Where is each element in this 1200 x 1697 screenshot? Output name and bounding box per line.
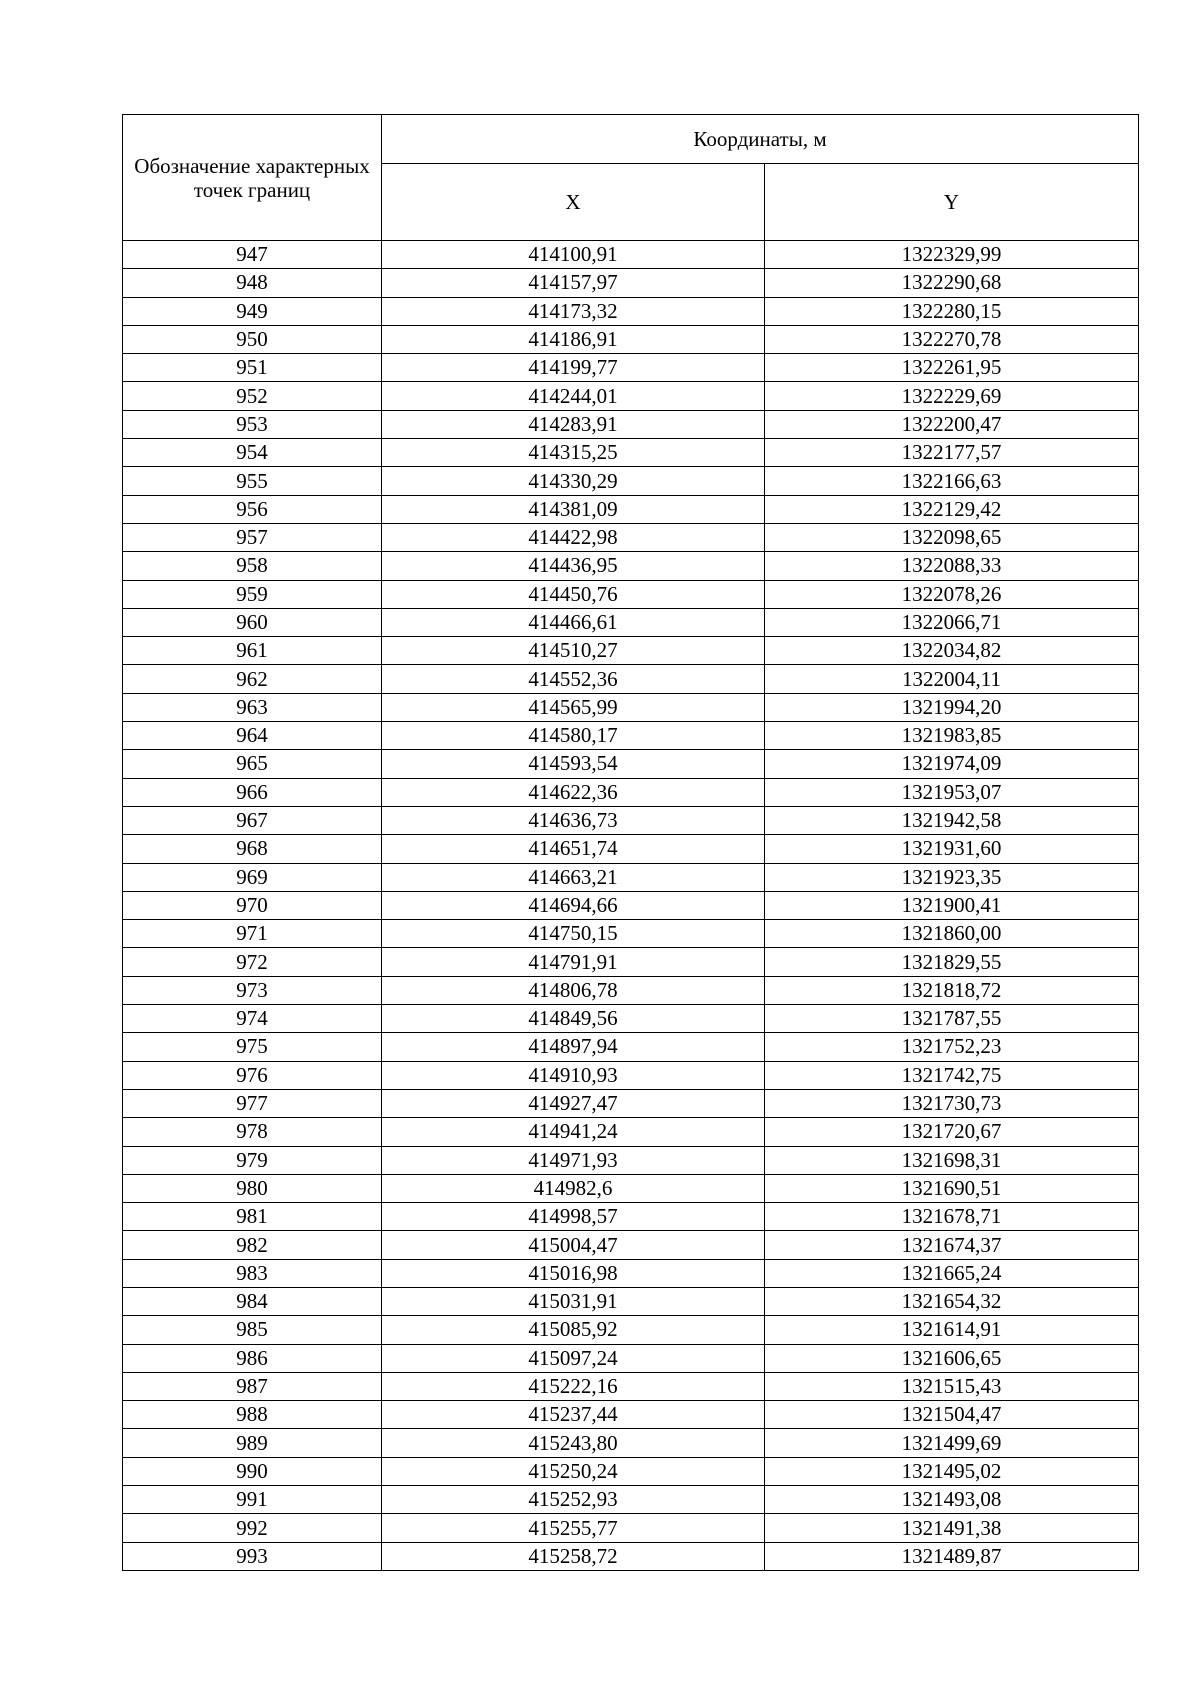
cell-x-coordinate: 415237,44 xyxy=(382,1401,765,1429)
cell-point-number: 947 xyxy=(123,241,382,269)
cell-y-coordinate: 1321499,69 xyxy=(765,1429,1139,1457)
table-row xyxy=(123,608,1139,636)
table-row xyxy=(123,1033,1139,1061)
cell-x-coordinate: 415097,24 xyxy=(382,1344,765,1372)
cell-y-coordinate: 1321674,37 xyxy=(765,1231,1139,1259)
header-y: Y xyxy=(765,164,1139,241)
cell-point-number: 987 xyxy=(123,1372,382,1400)
cell-y-coordinate: 1321942,58 xyxy=(765,806,1139,834)
cell-x-coordinate: 414622,36 xyxy=(382,778,765,806)
cell-y-coordinate: 1321606,65 xyxy=(765,1344,1139,1372)
cell-point-number: 993 xyxy=(123,1542,382,1570)
cell-x-coordinate: 414791,91 xyxy=(382,948,765,976)
table-row xyxy=(123,439,1139,467)
cell-y-coordinate: 1321752,23 xyxy=(765,1033,1139,1061)
table-row xyxy=(123,1174,1139,1202)
cell-point-number: 957 xyxy=(123,523,382,551)
cell-y-coordinate: 1321860,00 xyxy=(765,920,1139,948)
cell-point-number: 951 xyxy=(123,354,382,382)
cell-x-coordinate: 414315,25 xyxy=(382,439,765,467)
table-row xyxy=(123,297,1139,325)
cell-x-coordinate: 414283,91 xyxy=(382,410,765,438)
cell-point-number: 965 xyxy=(123,750,382,778)
cell-y-coordinate: 1322280,15 xyxy=(765,297,1139,325)
cell-point-number: 972 xyxy=(123,948,382,976)
cell-y-coordinate: 1321900,41 xyxy=(765,891,1139,919)
cell-point-number: 977 xyxy=(123,1089,382,1117)
table-row xyxy=(123,1316,1139,1344)
table-row xyxy=(123,1118,1139,1146)
cell-y-coordinate: 1321489,87 xyxy=(765,1542,1139,1570)
cell-x-coordinate: 414186,91 xyxy=(382,325,765,353)
cell-x-coordinate: 414157,97 xyxy=(382,269,765,297)
cell-point-number: 975 xyxy=(123,1033,382,1061)
table-row xyxy=(123,467,1139,495)
cell-point-number: 988 xyxy=(123,1401,382,1429)
cell-point-number: 966 xyxy=(123,778,382,806)
cell-point-number: 967 xyxy=(123,806,382,834)
cell-point-number: 986 xyxy=(123,1344,382,1372)
cell-x-coordinate: 414651,74 xyxy=(382,835,765,863)
cell-y-coordinate: 1321923,35 xyxy=(765,863,1139,891)
table-row xyxy=(123,863,1139,891)
cell-x-coordinate: 414927,47 xyxy=(382,1089,765,1117)
table-row xyxy=(123,523,1139,551)
cell-point-number: 991 xyxy=(123,1486,382,1514)
cell-x-coordinate: 415031,91 xyxy=(382,1287,765,1315)
cell-x-coordinate: 414510,27 xyxy=(382,637,765,665)
cell-point-number: 978 xyxy=(123,1118,382,1146)
cell-y-coordinate: 1322177,57 xyxy=(765,439,1139,467)
cell-point-number: 971 xyxy=(123,920,382,948)
cell-y-coordinate: 1322270,78 xyxy=(765,325,1139,353)
table-row xyxy=(123,354,1139,382)
table-row xyxy=(123,325,1139,353)
table-row xyxy=(123,552,1139,580)
cell-y-coordinate: 1322098,65 xyxy=(765,523,1139,551)
cell-point-number: 982 xyxy=(123,1231,382,1259)
table-row xyxy=(123,1287,1139,1315)
cell-y-coordinate: 1322088,33 xyxy=(765,552,1139,580)
cell-x-coordinate: 414580,17 xyxy=(382,722,765,750)
cell-y-coordinate: 1321953,07 xyxy=(765,778,1139,806)
header-coordinates: Координаты, м xyxy=(382,115,1139,164)
cell-y-coordinate: 1322034,82 xyxy=(765,637,1139,665)
cell-x-coordinate: 414244,01 xyxy=(382,382,765,410)
cell-y-coordinate: 1321493,08 xyxy=(765,1486,1139,1514)
table-row xyxy=(123,665,1139,693)
cell-point-number: 952 xyxy=(123,382,382,410)
table-row xyxy=(123,1344,1139,1372)
table-row xyxy=(123,1457,1139,1485)
table-row xyxy=(123,920,1139,948)
cell-y-coordinate: 1321665,24 xyxy=(765,1259,1139,1287)
cell-x-coordinate: 414849,56 xyxy=(382,1005,765,1033)
table-row xyxy=(123,580,1139,608)
cell-y-coordinate: 1321787,55 xyxy=(765,1005,1139,1033)
table-row xyxy=(123,1203,1139,1231)
cell-y-coordinate: 1321491,38 xyxy=(765,1514,1139,1542)
cell-x-coordinate: 414422,98 xyxy=(382,523,765,551)
table-row xyxy=(123,637,1139,665)
cell-x-coordinate: 415085,92 xyxy=(382,1316,765,1344)
cell-x-coordinate: 414998,57 xyxy=(382,1203,765,1231)
cell-y-coordinate: 1321742,75 xyxy=(765,1061,1139,1089)
table-row xyxy=(123,806,1139,834)
cell-x-coordinate: 415222,16 xyxy=(382,1372,765,1400)
table-row xyxy=(123,1061,1139,1089)
header-row-top xyxy=(123,115,1139,164)
cell-y-coordinate: 1322200,47 xyxy=(765,410,1139,438)
cell-y-coordinate: 1321730,73 xyxy=(765,1089,1139,1117)
cell-point-number: 981 xyxy=(123,1203,382,1231)
cell-x-coordinate: 414330,29 xyxy=(382,467,765,495)
cell-point-number: 955 xyxy=(123,467,382,495)
cell-y-coordinate: 1321614,91 xyxy=(765,1316,1139,1344)
cell-y-coordinate: 1322166,63 xyxy=(765,467,1139,495)
cell-x-coordinate: 414100,91 xyxy=(382,241,765,269)
cell-point-number: 953 xyxy=(123,410,382,438)
table-row xyxy=(123,693,1139,721)
table-row xyxy=(123,1089,1139,1117)
table-row xyxy=(123,269,1139,297)
cell-y-coordinate: 1322290,68 xyxy=(765,269,1139,297)
cell-x-coordinate: 415258,72 xyxy=(382,1542,765,1570)
cell-point-number: 948 xyxy=(123,269,382,297)
cell-x-coordinate: 414173,32 xyxy=(382,297,765,325)
cell-y-coordinate: 1321974,09 xyxy=(765,750,1139,778)
cell-x-coordinate: 414565,99 xyxy=(382,693,765,721)
cell-y-coordinate: 1322004,11 xyxy=(765,665,1139,693)
cell-y-coordinate: 1322329,99 xyxy=(765,241,1139,269)
table-row xyxy=(123,495,1139,523)
table-row xyxy=(123,976,1139,1004)
cell-x-coordinate: 414941,24 xyxy=(382,1118,765,1146)
cell-y-coordinate: 1322078,26 xyxy=(765,580,1139,608)
cell-x-coordinate: 415004,47 xyxy=(382,1231,765,1259)
cell-point-number: 950 xyxy=(123,325,382,353)
cell-x-coordinate: 415250,24 xyxy=(382,1457,765,1485)
cell-y-coordinate: 1321495,02 xyxy=(765,1457,1139,1485)
table-row xyxy=(123,1146,1139,1174)
cell-y-coordinate: 1322129,42 xyxy=(765,495,1139,523)
table-row xyxy=(123,1514,1139,1542)
table-row xyxy=(123,722,1139,750)
cell-point-number: 960 xyxy=(123,608,382,636)
cell-x-coordinate: 414806,78 xyxy=(382,976,765,1004)
table-row xyxy=(123,750,1139,778)
cell-point-number: 985 xyxy=(123,1316,382,1344)
table-row xyxy=(123,1429,1139,1457)
cell-y-coordinate: 1321829,55 xyxy=(765,948,1139,976)
cell-y-coordinate: 1321720,67 xyxy=(765,1118,1139,1146)
cell-point-number: 954 xyxy=(123,439,382,467)
table-row xyxy=(123,891,1139,919)
table-row xyxy=(123,1401,1139,1429)
cell-y-coordinate: 1321818,72 xyxy=(765,976,1139,1004)
table-row xyxy=(123,382,1139,410)
cell-y-coordinate: 1321931,60 xyxy=(765,835,1139,863)
cell-x-coordinate: 414450,76 xyxy=(382,580,765,608)
cell-point-number: 969 xyxy=(123,863,382,891)
cell-y-coordinate: 1321690,51 xyxy=(765,1174,1139,1202)
cell-y-coordinate: 1321504,47 xyxy=(765,1401,1139,1429)
cell-x-coordinate: 414982,6 xyxy=(382,1174,765,1202)
cell-y-coordinate: 1321515,43 xyxy=(765,1372,1139,1400)
table-row xyxy=(123,241,1139,269)
table-row xyxy=(123,410,1139,438)
table-body xyxy=(123,241,1139,1571)
cell-y-coordinate: 1321654,32 xyxy=(765,1287,1139,1315)
cell-y-coordinate: 1321698,31 xyxy=(765,1146,1139,1174)
cell-point-number: 976 xyxy=(123,1061,382,1089)
cell-point-number: 949 xyxy=(123,297,382,325)
cell-x-coordinate: 414897,94 xyxy=(382,1033,765,1061)
cell-point-number: 958 xyxy=(123,552,382,580)
cell-point-number: 962 xyxy=(123,665,382,693)
cell-point-number: 990 xyxy=(123,1457,382,1485)
table-header xyxy=(123,115,1139,241)
cell-y-coordinate: 1322066,71 xyxy=(765,608,1139,636)
cell-point-number: 992 xyxy=(123,1514,382,1542)
cell-x-coordinate: 414436,95 xyxy=(382,552,765,580)
cell-x-coordinate: 414663,21 xyxy=(382,863,765,891)
table-row xyxy=(123,1259,1139,1287)
cell-x-coordinate: 414750,15 xyxy=(382,920,765,948)
cell-point-number: 989 xyxy=(123,1429,382,1457)
cell-point-number: 964 xyxy=(123,722,382,750)
cell-x-coordinate: 415243,80 xyxy=(382,1429,765,1457)
cell-y-coordinate: 1321678,71 xyxy=(765,1203,1139,1231)
cell-x-coordinate: 414466,61 xyxy=(382,608,765,636)
cell-point-number: 984 xyxy=(123,1287,382,1315)
header-point-designation: Обозначение характерных точек границ xyxy=(123,115,382,241)
cell-point-number: 979 xyxy=(123,1146,382,1174)
cell-point-number: 968 xyxy=(123,835,382,863)
cell-point-number: 961 xyxy=(123,637,382,665)
coordinates-table xyxy=(122,114,1139,1571)
cell-y-coordinate: 1321994,20 xyxy=(765,693,1139,721)
cell-x-coordinate: 414910,93 xyxy=(382,1061,765,1089)
cell-x-coordinate: 414199,77 xyxy=(382,354,765,382)
cell-point-number: 970 xyxy=(123,891,382,919)
cell-y-coordinate: 1322261,95 xyxy=(765,354,1139,382)
table-row xyxy=(123,1372,1139,1400)
cell-point-number: 959 xyxy=(123,580,382,608)
table-row xyxy=(123,1486,1139,1514)
table-row xyxy=(123,1231,1139,1259)
table-row xyxy=(123,778,1139,806)
cell-x-coordinate: 415255,77 xyxy=(382,1514,765,1542)
cell-x-coordinate: 415252,93 xyxy=(382,1486,765,1514)
table-row xyxy=(123,1542,1139,1570)
cell-x-coordinate: 414552,36 xyxy=(382,665,765,693)
cell-point-number: 973 xyxy=(123,976,382,1004)
cell-x-coordinate: 414694,66 xyxy=(382,891,765,919)
cell-x-coordinate: 415016,98 xyxy=(382,1259,765,1287)
cell-y-coordinate: 1322229,69 xyxy=(765,382,1139,410)
cell-point-number: 956 xyxy=(123,495,382,523)
cell-point-number: 963 xyxy=(123,693,382,721)
cell-x-coordinate: 414381,09 xyxy=(382,495,765,523)
cell-point-number: 983 xyxy=(123,1259,382,1287)
cell-point-number: 974 xyxy=(123,1005,382,1033)
cell-x-coordinate: 414971,93 xyxy=(382,1146,765,1174)
table-row xyxy=(123,835,1139,863)
header-x: X xyxy=(382,164,765,241)
cell-y-coordinate: 1321983,85 xyxy=(765,722,1139,750)
cell-point-number: 980 xyxy=(123,1174,382,1202)
cell-x-coordinate: 414636,73 xyxy=(382,806,765,834)
table-row xyxy=(123,1005,1139,1033)
table-row xyxy=(123,948,1139,976)
cell-x-coordinate: 414593,54 xyxy=(382,750,765,778)
